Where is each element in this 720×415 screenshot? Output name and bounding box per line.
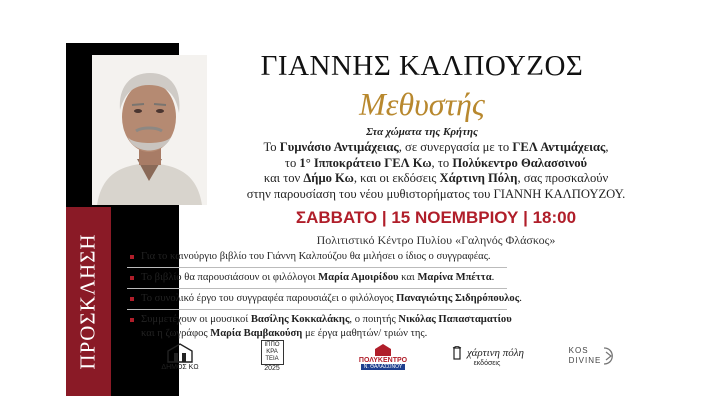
invitation-label-text: ΠΡΟΣΚΛΗΣΗ bbox=[76, 233, 100, 370]
book-subtitle: Στα χώματα της Κρήτης bbox=[366, 126, 478, 138]
dimos-ko-logo: ΔΗΜΟΣ ΚΩ bbox=[150, 336, 210, 376]
house-icon bbox=[373, 343, 393, 357]
arrow-emblem-icon bbox=[603, 346, 617, 366]
list-item: Το συνολικό έργο του συγγραφέα παρουσιάζει ο φιλόλογος Παναγιώτης Σιδηρόπουλος. bbox=[127, 292, 647, 306]
divider bbox=[127, 288, 507, 289]
divider bbox=[127, 267, 507, 268]
event-venue: Πολιτιστικό Κέντρο Πυλίου «Γαληνός Φλάσκος» bbox=[316, 233, 556, 247]
divider bbox=[127, 309, 507, 310]
kos-divine-logo: KOS DIVINE bbox=[568, 336, 618, 376]
polykentro-logo: ΠΟΛΥΚΕΝΤΡΟ Ν. ΘΑΛΑΣΣΙΝΟΥ bbox=[348, 336, 418, 376]
author-name: ΓΙΑΝΝΗΣ ΚΑΛΠΟΥΖΟΣ bbox=[260, 50, 584, 82]
list-item: Το βιβλίο θα παρουσιάσουν οι φιλόλογοι Μαρία Αμοιρίδου και Μαρίνα Μπέττα. bbox=[127, 271, 647, 285]
author-portrait bbox=[92, 55, 207, 205]
building-icon bbox=[165, 342, 195, 364]
invitation-label bbox=[66, 207, 111, 396]
xartini-poli-logo: χάρτινη πόλη εκδόσεις bbox=[442, 336, 532, 376]
list-item: Συμμετέχουν οι μουσικοί Βασίλης Κοκκαλάκης, ο ποιητής Νικόλας Παπασταματίου και η ζωγράφος Μαρία Βαμβακούση με έργα μαθητών/ τριών της. bbox=[127, 313, 647, 341]
event-date: ΣΑΒΒΑΤΟ | 15 ΝΟΕΜΒΡΙΟΥ | 18:00 bbox=[295, 208, 577, 227]
ippokrateia-logo: ΙΠΠΟ ΚΡΑ ΤΕΙΑ 2025 bbox=[250, 336, 294, 376]
tower-icon bbox=[450, 346, 464, 360]
book-title: Μεθυστής bbox=[359, 86, 485, 122]
intro-text: Το Γυμνάσιο Αντιμάχειας, σε συνεργασία με το ΓΕΛ Αντιμάχειας, το 1° Ιπποκράτειο ΓΕΛ Κω, το Πολύκεντρο Θαλασσινού και τον Δήμο Κω, και οι εκδόσεις Χάρτινη Πόλη, σας προσκαλούν στην παρουσίαση του νέου μυθιστορήματος του ΓΙΑΝΝΗ ΚΑΛΠΟΥΖΟΥ. bbox=[246, 140, 626, 201]
list-item: Για το καινούργιο βιβλίο του Γιάννη Καλπούζου θα μιλήσει ο ίδιος ο συγγραφέας. bbox=[127, 250, 647, 264]
sponsor-logos bbox=[150, 336, 630, 376]
details-list bbox=[127, 250, 647, 341]
